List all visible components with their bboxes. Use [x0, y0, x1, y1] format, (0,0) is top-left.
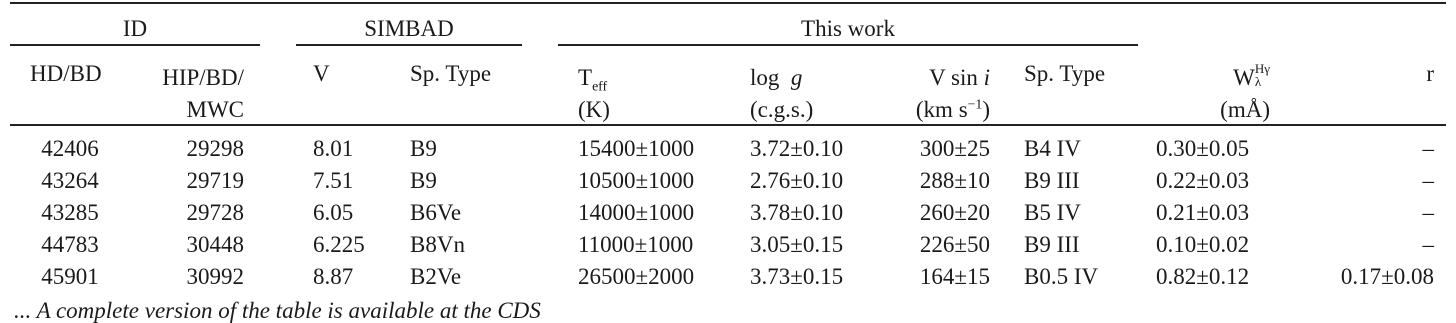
cell-logg: 3.73±0.15: [750, 264, 844, 289]
cell-hd: 45901: [41, 264, 99, 289]
vsini-label: V sin i: [929, 65, 990, 90]
id-group-rule: [10, 44, 260, 46]
w-superscript: Hγ: [1254, 61, 1270, 76]
cell-r: 0.17±0.08: [1340, 264, 1434, 289]
cell-sptype-simbad: B2Ve: [410, 264, 462, 289]
cell-vsini: 260±20: [919, 200, 990, 225]
cell-teff: 26500±2000: [578, 264, 695, 289]
cell-sptype-simbad: B9: [410, 136, 437, 161]
logg-label: log g: [750, 65, 803, 90]
cell-vsini: 164±15: [919, 264, 990, 289]
cell-w: 0.21±0.03: [1156, 200, 1250, 225]
cell-v: 6.05: [313, 200, 354, 225]
cell-hip: 29298: [186, 136, 244, 161]
simbad-group-rule: [296, 44, 522, 46]
teff-subscript: eff: [592, 78, 608, 94]
cell-r: –: [1422, 232, 1434, 257]
cell-vsini: 300±25: [919, 136, 990, 161]
cell-sptype-simbad: B8Vn: [410, 232, 465, 257]
cell-logg: 3.05±0.15: [750, 232, 844, 257]
cell-sptype-work: B4 IV: [1024, 136, 1081, 161]
col-header-sptype-work: Sp. Type: [1024, 61, 1106, 86]
cell-w: 0.10±0.02: [1156, 232, 1250, 257]
table-footnote: ... A complete version of the table is available at the CDS: [14, 298, 541, 323]
cell-hd: 42406: [41, 136, 99, 161]
cell-r: –: [1422, 168, 1434, 193]
cell-v: 8.87: [313, 264, 354, 289]
cell-hip: 29719: [186, 168, 244, 193]
col-header-hip: [130, 62, 244, 126]
cell-hd: 43264: [41, 168, 99, 193]
col-header-r: r: [1426, 61, 1434, 86]
col-header-sptype-simbad: Sp. Type: [410, 61, 492, 86]
cell-sptype-work: B9 III: [1024, 168, 1080, 193]
group-header-simbad: SIMBAD: [364, 16, 454, 41]
cell-hip: 30448: [186, 232, 244, 257]
cell-v: 7.51: [313, 168, 354, 193]
w-unit: (mÅ): [1220, 97, 1270, 122]
cell-sptype-simbad: B9: [410, 168, 437, 193]
cell-hd: 44783: [41, 232, 99, 257]
cell-w: 0.30±0.05: [1156, 136, 1250, 161]
col-header-v: V: [313, 61, 330, 86]
cell-sptype-work: B0.5 IV: [1024, 264, 1099, 289]
col-header-hip-line1: HIP/BD/: [162, 65, 244, 90]
cell-hip: 30992: [186, 264, 244, 289]
cell-vsini: 226±50: [919, 232, 990, 257]
col-header-logg: [750, 62, 813, 126]
col-header-w: [1178, 62, 1270, 126]
cell-logg: 3.78±0.10: [750, 200, 844, 225]
cell-r: –: [1422, 200, 1434, 225]
cell-r: –: [1422, 136, 1434, 161]
w-subscript: λ: [1254, 74, 1262, 89]
col-header-hip-line2: MWC: [186, 97, 244, 122]
col-header-teff: [578, 62, 610, 126]
cell-teff: 10500±1000: [578, 168, 695, 193]
cell-sptype-work: B5 IV: [1024, 200, 1081, 225]
cell-teff: 14000±1000: [578, 200, 695, 225]
logg-unit: (c.g.s.): [750, 97, 814, 122]
cell-w: 0.82±0.12: [1156, 264, 1250, 289]
w-symbol: W Hγ λ: [1233, 61, 1270, 90]
cell-teff: 15400±1000: [578, 136, 695, 161]
cell-teff: 11000±1000: [578, 232, 694, 257]
vsini-unit: (km $s^{-1}$): [915, 96, 990, 122]
cell-hip: 29728: [186, 200, 244, 225]
teff-symbol: T: [578, 65, 593, 90]
col-header-vsini: [880, 62, 990, 126]
cell-vsini: 288±10: [919, 168, 990, 193]
group-header-id: ID: [122, 16, 148, 41]
cell-v: 6.225: [313, 232, 365, 257]
cell-w: 0.22±0.03: [1156, 168, 1250, 193]
group-header-this-work: This work: [801, 16, 895, 41]
cell-sptype-work: B9 III: [1024, 232, 1080, 257]
cell-logg: 3.72±0.10: [750, 136, 844, 161]
cell-logg: 2.76±0.10: [750, 168, 844, 193]
col-header-hd: HD/BD: [30, 61, 102, 86]
this-work-group-rule: [558, 44, 1138, 46]
cell-sptype-simbad: B6Ve: [410, 200, 462, 225]
top-rule: [10, 2, 1446, 4]
teff-unit: (K): [578, 97, 610, 122]
cell-v: 8.01: [313, 136, 354, 161]
cell-hd: 43285: [41, 200, 99, 225]
